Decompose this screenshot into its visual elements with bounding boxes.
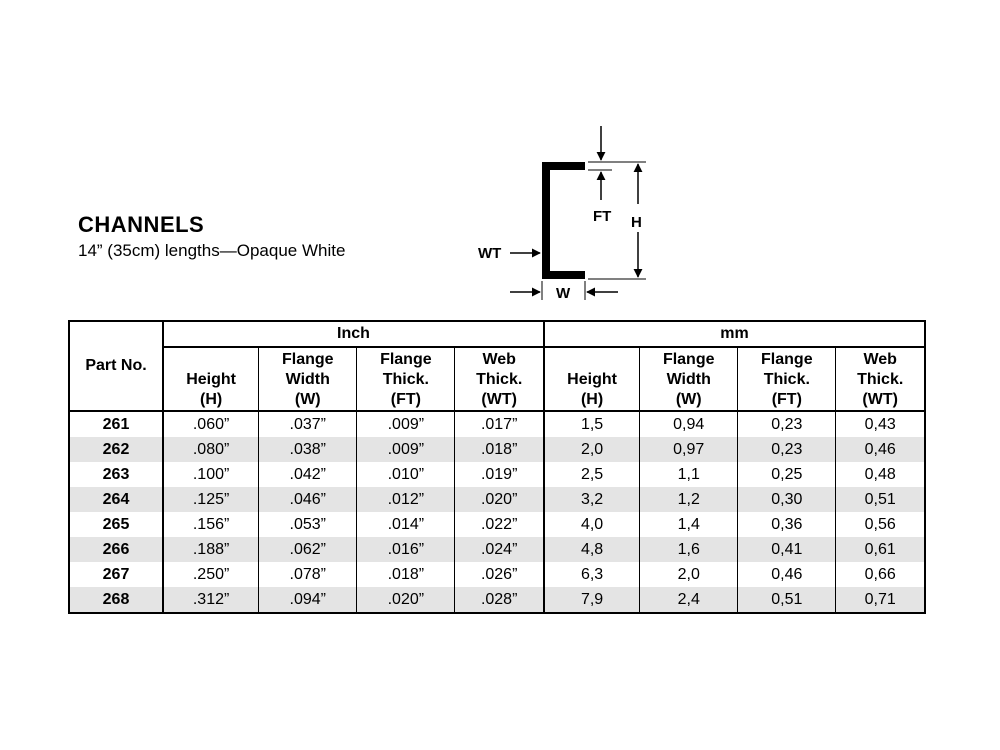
mm-value-cell: 1,2 bbox=[640, 487, 738, 512]
mm-value-cell: 1,6 bbox=[640, 537, 738, 562]
column-header-row bbox=[69, 347, 925, 411]
mm-value-cell: 1,5 bbox=[544, 411, 640, 437]
inch-value-cell: .009” bbox=[357, 411, 455, 437]
inch-value-cell: .017” bbox=[455, 411, 544, 437]
inch-value-cell: .156” bbox=[163, 512, 259, 537]
inch-value-cell: .009” bbox=[357, 437, 455, 462]
mm-value-cell: 7,9 bbox=[544, 587, 640, 613]
mm-value-cell: 0,43 bbox=[836, 411, 925, 437]
ft-label: FT bbox=[593, 208, 612, 225]
inch-value-cell: .018” bbox=[455, 437, 544, 462]
inch-column-header bbox=[357, 347, 455, 411]
mm-value-cell: 0,56 bbox=[836, 512, 925, 537]
table-row bbox=[69, 487, 925, 512]
mm-value-cell: 0,46 bbox=[738, 562, 836, 587]
inch-value-cell: .026” bbox=[455, 562, 544, 587]
column-header-line: Thick. bbox=[763, 371, 810, 388]
mm-value-cell: 1,1 bbox=[640, 462, 738, 487]
column-header-line: Thick. bbox=[857, 371, 904, 388]
column-header-line: Flange bbox=[662, 351, 715, 368]
mm-value-cell: 0,23 bbox=[738, 437, 836, 462]
inch-column-header bbox=[163, 347, 259, 411]
column-header-line: (WT) bbox=[481, 391, 517, 408]
mm-value-cell: 0,97 bbox=[640, 437, 738, 462]
table-row bbox=[69, 411, 925, 437]
inch-value-cell: .024” bbox=[455, 537, 544, 562]
column-header-line: Flange bbox=[281, 351, 334, 368]
part-number-cell: 261 bbox=[102, 416, 130, 433]
group-header-row bbox=[69, 321, 925, 347]
inch-value-cell: .188” bbox=[163, 537, 259, 562]
h-label: H bbox=[631, 214, 642, 231]
inch-value-cell: .312” bbox=[163, 587, 259, 613]
mm-value-cell: 0,71 bbox=[836, 587, 925, 613]
inch-value-cell: .012” bbox=[357, 487, 455, 512]
page-subtitle: 14” (35cm) lengths—Opaque White bbox=[78, 241, 346, 260]
channel-shape bbox=[542, 162, 585, 279]
part-number-cell: 267 bbox=[102, 566, 130, 583]
mm-column-header bbox=[640, 347, 738, 411]
mm-value-cell: 0,30 bbox=[738, 487, 836, 512]
column-header-line: (W) bbox=[675, 391, 702, 408]
part-number-cell: 262 bbox=[69, 437, 163, 462]
page-title: CHANNELS bbox=[78, 212, 205, 237]
inch-column-header bbox=[259, 347, 357, 411]
column-header-line: (H) bbox=[580, 391, 604, 408]
column-header-line: Height bbox=[567, 371, 617, 388]
mm-value-cell: 1,4 bbox=[640, 512, 738, 537]
table-row bbox=[69, 462, 925, 487]
inch-value-cell: .038” bbox=[259, 437, 357, 462]
wt-label: WT bbox=[478, 245, 502, 262]
column-header-line: Flange bbox=[761, 351, 813, 368]
inch-group-header: Inch bbox=[163, 321, 544, 347]
channel-profile-diagram bbox=[470, 120, 690, 305]
inch-value-cell: .010” bbox=[357, 462, 455, 487]
mm-value-cell: 6,3 bbox=[544, 562, 640, 587]
mm-value-cell: 4,0 bbox=[544, 512, 640, 537]
inch-value-cell: .060” bbox=[163, 411, 259, 437]
inch-value-cell: .042” bbox=[259, 462, 357, 487]
column-header-line: Thick. bbox=[382, 371, 429, 388]
inch-value-cell: .094” bbox=[259, 587, 357, 613]
inch-value-cell: .019” bbox=[455, 462, 544, 487]
inch-value-cell: .046” bbox=[259, 487, 357, 512]
column-header-line: Width bbox=[666, 371, 711, 388]
inch-value-cell: .053” bbox=[259, 512, 357, 537]
column-header-line: Flange bbox=[380, 351, 432, 368]
inch-column-header bbox=[455, 347, 544, 411]
table-row bbox=[69, 537, 925, 562]
table-row bbox=[69, 562, 925, 587]
mm-column-header bbox=[836, 347, 925, 411]
column-header-line: (FT) bbox=[390, 391, 421, 408]
mm-value-cell: 0,51 bbox=[836, 487, 925, 512]
mm-value-cell: 3,2 bbox=[544, 487, 640, 512]
inch-value-cell: .062” bbox=[259, 537, 357, 562]
mm-column-header bbox=[738, 347, 836, 411]
inch-value-cell: .020” bbox=[357, 587, 455, 613]
column-header-line: Height bbox=[186, 371, 236, 388]
column-header-line: (WT) bbox=[862, 391, 898, 408]
mm-value-cell: 0,46 bbox=[836, 437, 925, 462]
mm-column-header bbox=[544, 347, 640, 411]
mm-value-cell: 2,0 bbox=[640, 562, 738, 587]
mm-value-cell: 0,61 bbox=[836, 537, 925, 562]
inch-value-cell: .020” bbox=[455, 487, 544, 512]
column-header-line: Width bbox=[285, 371, 330, 388]
mm-value-cell: 0,51 bbox=[738, 587, 836, 613]
mm-group-header: mm bbox=[544, 321, 925, 347]
inch-value-cell: .018” bbox=[357, 562, 455, 587]
column-header-line: Web bbox=[863, 351, 897, 368]
mm-value-cell: 0,23 bbox=[738, 411, 836, 437]
inch-value-cell: .037” bbox=[259, 411, 357, 437]
mm-value-cell: 0,48 bbox=[836, 462, 925, 487]
column-header-line: Thick. bbox=[476, 371, 523, 388]
inch-value-cell: .100” bbox=[163, 462, 259, 487]
mm-value-cell: 0,94 bbox=[640, 411, 738, 437]
table-row bbox=[69, 512, 925, 537]
mm-value-cell: 4,8 bbox=[544, 537, 640, 562]
mm-value-cell: 0,25 bbox=[738, 462, 836, 487]
column-header-line: (FT) bbox=[771, 391, 802, 408]
inch-value-cell: .016” bbox=[357, 537, 455, 562]
inch-value-cell: .022” bbox=[455, 512, 544, 537]
inch-value-cell: .080” bbox=[163, 437, 259, 462]
inch-value-cell: .078” bbox=[259, 562, 357, 587]
column-header-line: Web bbox=[482, 351, 516, 368]
mm-value-cell: 2,5 bbox=[544, 462, 640, 487]
part-number-cell: 266 bbox=[69, 537, 163, 562]
table-body bbox=[69, 411, 925, 613]
mm-value-cell: 0,36 bbox=[738, 512, 836, 537]
mm-value-cell: 0,41 bbox=[738, 537, 836, 562]
table-row bbox=[69, 587, 925, 613]
mm-value-cell: 0,66 bbox=[836, 562, 925, 587]
inch-value-cell: .014” bbox=[357, 512, 455, 537]
mm-value-cell: 2,0 bbox=[544, 437, 640, 462]
w-label: W bbox=[556, 285, 571, 302]
table-row bbox=[69, 437, 925, 462]
part-no-header: Part No. bbox=[69, 321, 163, 411]
part-number-cell: 264 bbox=[69, 487, 163, 512]
inch-value-cell: .028” bbox=[455, 587, 544, 613]
mm-value-cell: 2,4 bbox=[640, 587, 738, 613]
column-header-line: (W) bbox=[294, 391, 321, 408]
part-number-cell: 268 bbox=[69, 587, 163, 613]
inch-value-cell: .125” bbox=[163, 487, 259, 512]
part-number-cell: 265 bbox=[102, 516, 130, 533]
channel-spec-table bbox=[68, 320, 926, 614]
inch-value-cell: .250” bbox=[163, 562, 259, 587]
column-header-line: (H) bbox=[199, 391, 223, 408]
part-number-cell: 263 bbox=[102, 466, 130, 483]
